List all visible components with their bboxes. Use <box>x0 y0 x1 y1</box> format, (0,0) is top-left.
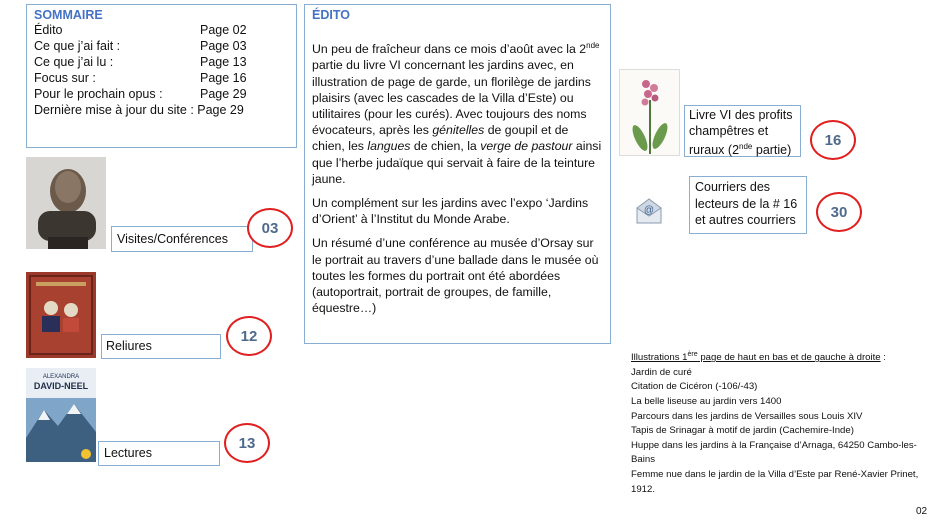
bust-thumbnail[interactable] <box>26 157 106 249</box>
lectures-label-box[interactable] <box>98 441 220 466</box>
reliures-label-box[interactable]: Reliures <box>101 334 221 359</box>
bust-image <box>26 157 106 249</box>
edito-paragraph-1: Un peu de fraîcheur dans ce mois d’août avec la 2nde partie du livre VI concernant les jardins avec, en illustration de page de garde, un florilège de jardins plaisirs (avec les cascades de la Villa d’Este) ou utilitaires (pour les curés). Avec toujours des noms évocateurs, après les génitelles de goupil et de chien, les langues de chien, la verge de pastour ainsi que l’herbe judaïque qui servait à faire de la teinture jaune. <box>312 41 602 186</box>
sommaire-row[interactable] <box>34 86 296 102</box>
sommaire-row-page: Page 29 <box>200 87 247 101</box>
sommaire-title: SOMMAIRE <box>34 8 103 22</box>
reliures-page-badge[interactable]: 12 <box>226 316 272 356</box>
livre-label: Livre VI des profits champêtres et ruraux (2nde partie) <box>689 108 793 158</box>
sommaire-last-row[interactable]: Dernière mise à jour du site : Page 29 <box>34 103 244 117</box>
illustrations-list <box>631 366 931 497</box>
sommaire-row[interactable] <box>34 38 296 54</box>
livre-page-badge[interactable]: 16 <box>810 120 856 160</box>
illustration-item: Parcours dans les jardins de Versailles sous Louis XIV <box>631 410 863 422</box>
courriers-label-box[interactable] <box>689 176 807 234</box>
book-cover-line2: DAVID-NEEL <box>33 381 89 391</box>
sommaire-row-label: Focus sur : <box>34 71 96 85</box>
book-cover-line1: ALEXANDRA <box>42 374 80 380</box>
svg-text:@: @ <box>643 205 655 216</box>
edito-paragraph-3: Un résumé d’une conférence au musée d’Orsay sur le portrait au travers d’une ballade dans le musée où toutes les formes du portrait ont été abordées (autoportrait, portrait de groupes, de famille, équestre…) <box>312 236 599 316</box>
orchid-image <box>620 70 680 156</box>
lectures-page-badge[interactable]: 13 <box>224 423 270 463</box>
courriers-page-badge[interactable]: 30 <box>816 192 862 232</box>
sommaire-row-page: Page 03 <box>200 39 247 53</box>
illustration-item: La belle liseuse au jardin vers 1400 <box>631 395 782 407</box>
edito-box <box>304 4 611 344</box>
visites-label: Visites/Conférences <box>117 232 228 246</box>
illustration-item: Citation de Cicéron (-106/-43) <box>631 381 758 393</box>
illustrations-credits <box>631 348 931 497</box>
sommaire-box <box>26 4 297 148</box>
sommaire-row-label: Édito <box>34 23 63 37</box>
sommaire-row[interactable] <box>34 22 296 38</box>
lectures-label: Lectures <box>104 446 152 460</box>
illustration-item: Jardin de curé <box>631 366 692 378</box>
livre-label-box[interactable] <box>684 105 801 157</box>
sommaire-row-page: Page 13 <box>200 55 247 69</box>
illustration-item: Tapis de Srinagar à motif de jardin (Cachemire-Inde) <box>631 425 854 437</box>
binding-thumbnail[interactable] <box>26 272 96 358</box>
edito-paragraph-2: Un complément sur les jardins avec l’expo ‘Jardins d’Orient’ à l’Institut du Monde Arabe. <box>312 195 589 227</box>
sommaire-row-page: Page 02 <box>200 23 247 37</box>
visites-page-badge[interactable]: 03 <box>247 208 293 248</box>
sommaire-row-page: Page 16 <box>200 71 247 85</box>
sommaire-list <box>34 22 296 102</box>
book-cover-thumbnail[interactable] <box>26 368 96 462</box>
sommaire-row[interactable] <box>34 54 296 70</box>
sommaire-row-label: Ce que j’ai lu : <box>34 55 114 69</box>
email-icon[interactable] <box>634 196 664 226</box>
book-cover-image <box>26 368 96 462</box>
sommaire-row-label: Pour le prochain opus : <box>34 87 163 101</box>
illustration-item: Femme nue dans le jardin de la Villa d’Este par René-Xavier Prinet, 1912. <box>631 468 919 495</box>
illustrations-title: Illustrations 1ère page de haut en bas et de gauche à droite : <box>631 351 886 364</box>
page-number: 02 <box>916 506 928 517</box>
edito-title: ÉDITO <box>312 8 350 22</box>
courriers-label: Courriers des lecteurs de la # 16 et autres courriers <box>695 180 798 227</box>
binding-image <box>26 272 96 358</box>
illustration-item: Huppe dans les jardins à la Française d’Arnaga, 64250 Cambo-les-Bains <box>631 439 917 466</box>
sommaire-row-label: Ce que j’ai fait : <box>34 39 121 53</box>
botanical-thumbnail[interactable] <box>619 69 680 156</box>
visites-label-box[interactable] <box>111 226 253 252</box>
sommaire-row[interactable] <box>34 70 296 86</box>
